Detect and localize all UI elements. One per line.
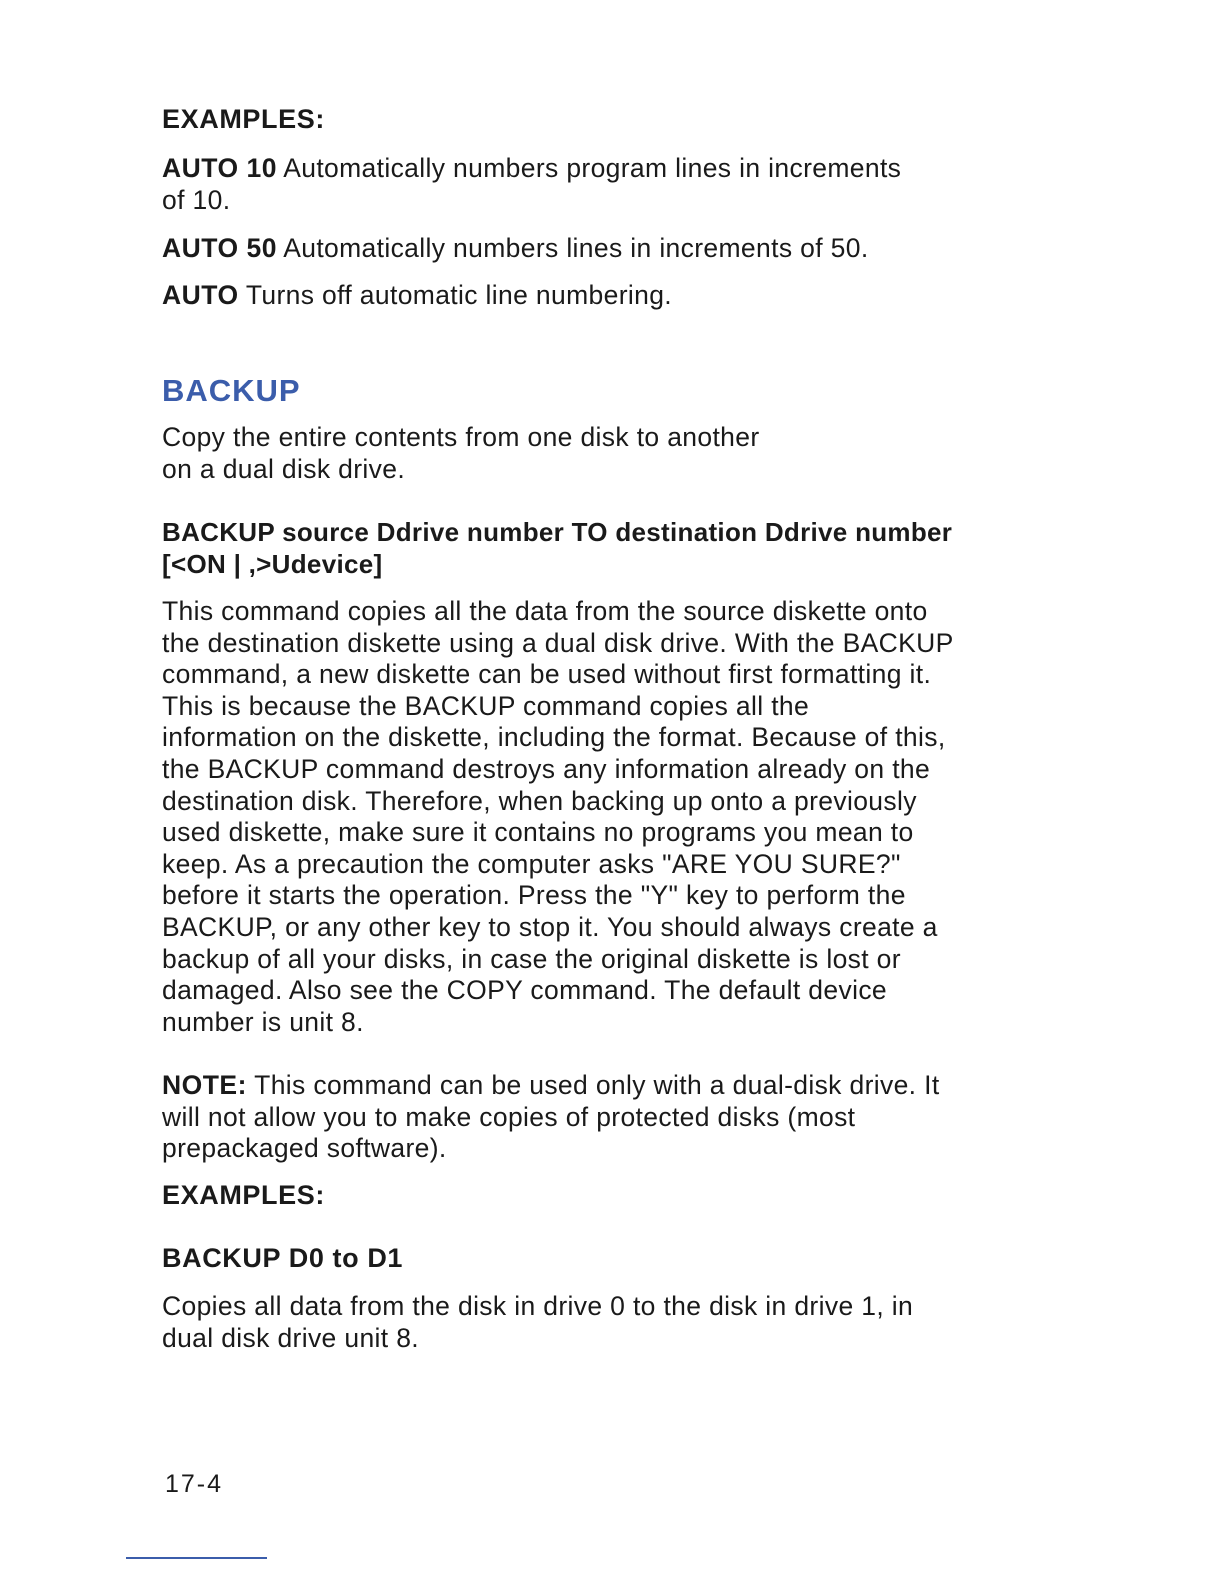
backup-examples-heading: EXAMPLES: [162, 1180, 325, 1210]
backup-description: This command copies all the data from the source diskette onto the destination diskette using a dual disk drive. With the BACKUP command, a new diskette can be used without first formatting it. This is because the BACKUP command copies all the information on the diskette, including the format. Because of this, the BACKUP command destroys any information already on the destination disk. Therefore, when backing up onto a previously used diskette, make sure it contains no programs you mean to keep. As a precaution the computer asks "ARE YOU SURE?" before it starts the operation. Press the "Y" key to perform the BACKUP, or any other key to stop it. You should always create a backup of all your disks, in case the original diskette is lost or damaged. Also see the COPY command. The default device number is unit 8. [162, 596, 954, 1037]
backup-syntax: BACKUP source Ddrive number TO destination Ddrive number [<ON | ,>Udevice] [162, 517, 953, 579]
backup-summary: Copy the entire contents from one disk to another on a dual disk drive. [162, 422, 760, 484]
example-command: AUTO 50 [162, 233, 277, 263]
example-description: Turns off automatic line numbering. [245, 280, 673, 310]
backup-note [162, 1070, 1002, 1165]
backup-example-command: BACKUP D0 to D1 [162, 1243, 404, 1273]
example-description: Automatically numbers lines in increments of 50. [283, 233, 869, 263]
example-description: Automatically numbers program lines in increments of 10. [162, 153, 902, 215]
example-command: AUTO 10 [162, 153, 277, 183]
bottom-rule [126, 1557, 267, 1559]
auto-example-3 [162, 280, 1002, 312]
page-number: 17-4 [165, 1470, 224, 1498]
section-title-backup: BACKUP [162, 373, 301, 408]
auto-example-2 [162, 233, 1002, 265]
backup-example-description: Copies all data from the disk in drive 0 to the disk in drive 1, in dual disk drive unit 8. [162, 1291, 914, 1353]
example-command: AUTO [162, 280, 239, 310]
manual-page [162, 0, 1002, 1584]
note-label: NOTE: [162, 1070, 247, 1100]
auto-examples-heading: EXAMPLES: [162, 104, 325, 134]
auto-example-1 [162, 153, 1002, 216]
note-text: This command can be used only with a dual-disk drive. It will not allow you to make copies of protected disks (most prepackaged software). [162, 1070, 940, 1164]
